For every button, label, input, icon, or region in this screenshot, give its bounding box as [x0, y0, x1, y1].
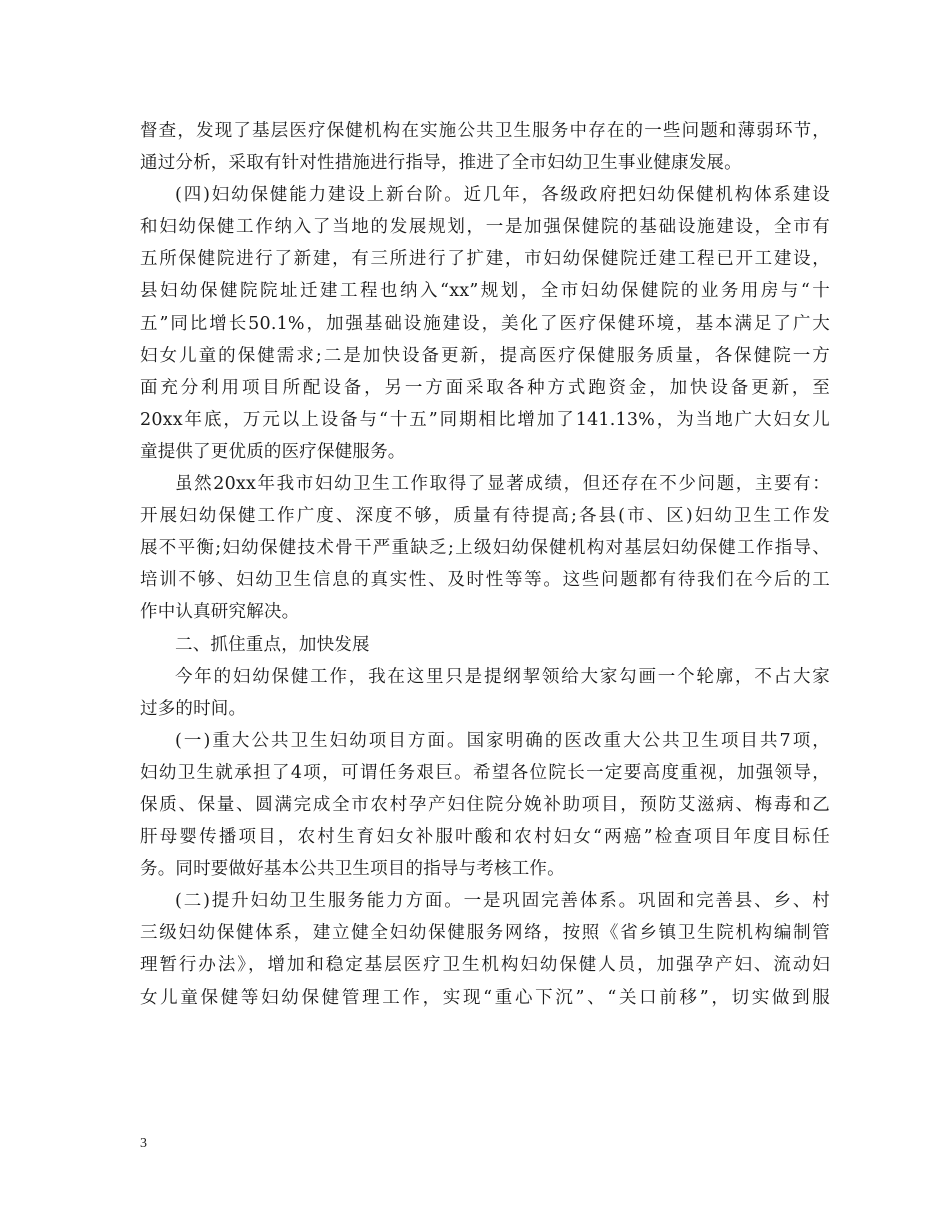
- text-line: 今年的妇幼保健工作，我在这里只是提纲挈领给大家勾画一个轮廓，不占大家: [175, 666, 830, 687]
- text-line: (一)重大公共卫生妇幼项目方面。国家明确的医改重大公共卫生项目共7项，: [175, 730, 830, 751]
- text-line: 肝母婴传播项目，农村生育妇女补服叶酸和农村妇女“两癌”检查项目年度目标任: [140, 827, 830, 848]
- page-number: 3: [140, 1136, 147, 1151]
- text-line: 县妇幼保健院院址迁建工程也纳入“xx”规划，全市妇幼保健院的业务用房与“十: [140, 281, 830, 302]
- text-line: 虽然20xx年我市妇幼卫生工作取得了显著成绩，但还存在不少问题，主要有：: [175, 474, 830, 495]
- text-line: 妇幼卫生就承担了4项，可谓任务艰巨。希望各位院长一定要高度重视，加强领导，: [140, 762, 830, 783]
- text-line: 妇女儿童的保健需求;二是加快设备更新，提高医疗保健服务质量，各保健院一方: [140, 345, 830, 366]
- text-line: 作中认真研究解决。: [140, 602, 300, 623]
- text-line: 童提供了更优质的医疗保健服务。: [140, 441, 406, 462]
- text-line: (二)提升妇幼卫生服务能力方面。一是巩固完善体系。巩固和完善县、乡、村: [175, 891, 830, 912]
- text-line: 五所保健院进行了新建，有三所进行了扩建，市妇幼保健院迁建工程已开工建设，: [140, 249, 830, 270]
- text-line: 和妇幼保健工作纳入了当地的发展规划，一是加强保健院的基础设施建设，全市有: [140, 217, 830, 238]
- text-line: 通过分析，采取有针对性措施进行指导，推进了全市妇幼卫生事业健康发展。: [140, 153, 742, 174]
- text-line: 培训不够、妇幼卫生信息的真实性、及时性等等。这些问题都有待我们在今后的工: [140, 570, 830, 591]
- text-line: 开展妇幼保健工作广度、深度不够，质量有待提高;各县(市、区)妇幼卫生工作发: [140, 506, 830, 527]
- text-line: 五”同比增长50.1%，加强基础设施建设，美化了医疗保健环境，基本满足了广大: [140, 313, 830, 334]
- text-line: (四)妇幼保健能力建设上新台阶。近几年，各级政府把妇幼保健机构体系建设: [175, 185, 830, 206]
- text-line: 理暂行办法》，增加和稳定基层医疗卫生机构妇幼保健人员，加强孕产妇、流动妇: [140, 955, 830, 976]
- text-line: 面充分利用项目所配设备，另一方面采取各种方式跑资金，加快设备更新，至: [140, 377, 830, 398]
- text-line: 过多的时间。: [140, 698, 247, 719]
- document-body: [140, 115, 830, 1014]
- text-line: 20xx年底，万元以上设备与“十五”同期相比增加了141.13%，为当地广大妇女儿: [140, 409, 830, 430]
- text-line: 督查，发现了基层医疗保健机构在实施公共卫生服务中存在的一些问题和薄弱环节，: [140, 121, 830, 141]
- text-line: 保质、保量、圆满完成全市农村孕产妇住院分娩补助项目，预防艾滋病、梅毒和乙: [140, 794, 830, 815]
- text-line: 三级妇幼保健体系，建立健全妇幼保健服务网络，按照《省乡镇卫生院机构编制管: [140, 923, 830, 944]
- text-line: 二、抓住重点，加快发展: [175, 634, 370, 655]
- text-line: 女儿童保健等妇幼保健管理工作，实现“重心下沉”、“关口前移”，切实做到服: [140, 987, 830, 1008]
- text-line: 务。同时要做好基本公共卫生项目的指导与考核工作。: [140, 859, 565, 880]
- text-line: 展不平衡;妇幼保健技术骨干严重缺乏;上级妇幼保健机构对基层妇幼保健工作指导、: [140, 538, 830, 559]
